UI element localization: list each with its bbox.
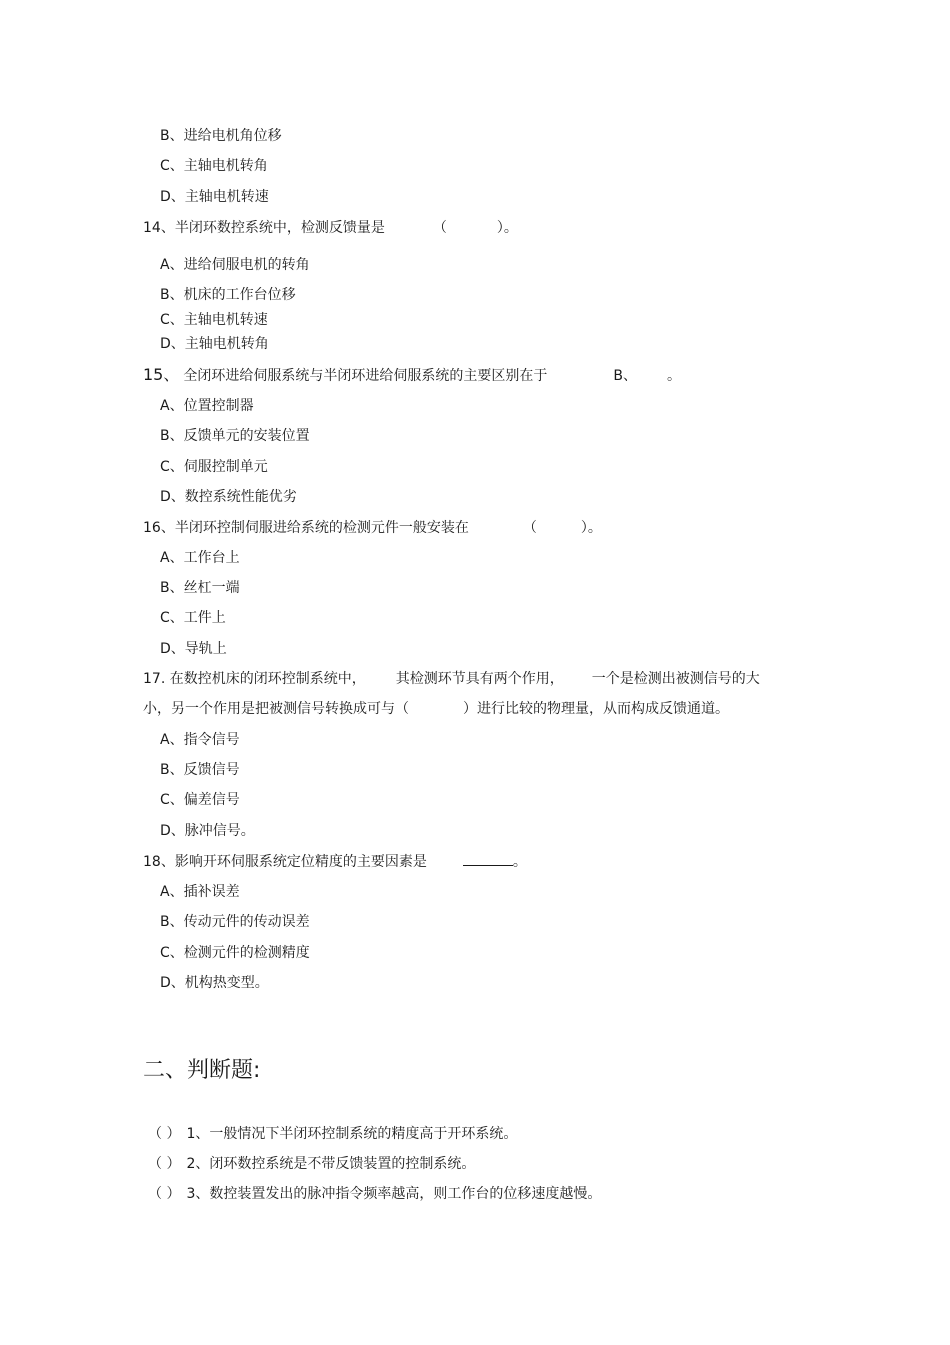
- q18-option-a: A、插补误差: [160, 884, 240, 900]
- q18-stem-line: [143, 853, 527, 871]
- tf-paren: （ ）: [148, 1156, 181, 1172]
- q14-option-d: D、主轴电机转角: [160, 336, 269, 352]
- q14-option-a: A、进给伺服电机的转角: [160, 257, 310, 273]
- q15-option-c: C、伺服控制单元: [160, 459, 268, 475]
- q15-option-b: B、反馈单元的安装位置: [160, 428, 310, 444]
- q16-stem: 16、半闭环控制伺服进给系统的检测元件一般安装在: [143, 520, 469, 536]
- q15-end: 。: [666, 368, 681, 384]
- q17-part3: 一个是检测出被测信号的大: [591, 671, 760, 687]
- section-heading: 二、判断题:: [143, 1058, 261, 1083]
- q16-option-d: D、导轨上: [160, 641, 227, 657]
- q15-option-a: A、位置控制器: [160, 398, 254, 414]
- q15-stem: 全闭环进给伺服系统与半闭环进给伺服系统的主要区别在于: [183, 368, 548, 384]
- q17-option-a: A、指令信号: [160, 732, 240, 748]
- q18-end: 。: [512, 854, 527, 870]
- q14-option-b: B、机床的工作台位移: [160, 287, 296, 303]
- tf-item-3: [148, 1185, 601, 1203]
- q17-stem-line2: [143, 700, 729, 718]
- q13-option-d: D、主轴电机转速: [160, 189, 269, 205]
- q13-option-c: C、主轴电机转角: [160, 158, 268, 174]
- q14-paren-close: ）。: [496, 220, 518, 236]
- q15-stem-line: [143, 366, 681, 385]
- q15-option-d: D、数控系统性能优劣: [160, 489, 297, 505]
- q17-option-d: D、脉冲信号。: [160, 823, 255, 839]
- tf-item-2: [148, 1155, 475, 1173]
- q16-option-a: A、工作台上: [160, 550, 240, 566]
- q17-stem-line1: [143, 670, 760, 688]
- q16-paren-close: ）。: [580, 520, 602, 536]
- q18-option-b: B、传动元件的传动误差: [160, 914, 310, 930]
- q18-option-d: D、机构热变型。: [160, 975, 269, 991]
- q18-blank: [463, 853, 513, 866]
- q17-option-c: C、偏差信号: [160, 792, 240, 808]
- q17-option-b: B、反馈信号: [160, 762, 240, 778]
- q17-part2: 其检测环节具有两个作用，: [395, 671, 564, 687]
- tf-paren: （ ）: [148, 1186, 181, 1202]
- q16-stem-line: [143, 519, 602, 537]
- q16-option-c: C、工件上: [160, 610, 226, 626]
- q14-paren-open: （: [432, 220, 447, 236]
- tf-text: 1、一般情况下半闭环控制系统的精度高于开环系统。: [186, 1126, 518, 1142]
- q16-paren-open: （: [522, 520, 537, 536]
- q18-stem: 18、影响开环伺服系统定位精度的主要因素是: [143, 854, 427, 870]
- q18-option-c: C、检测元件的检测精度: [160, 945, 310, 961]
- q15-number: 15、: [143, 365, 180, 384]
- q17-line2a: 小，另一个作用是把被测信号转换成可与（: [143, 701, 409, 717]
- q14-option-c: C、主轴电机转速: [160, 312, 268, 328]
- q14-stem: 14、半闭环数控系统中，检测反馈量是: [143, 220, 385, 236]
- tf-text: 3、数控装置发出的脉冲指令频率越高，则工作台的位移速度越慢。: [186, 1186, 602, 1202]
- q17-line2b: ）进行比较的物理量，从而构成反馈通道。: [463, 701, 729, 717]
- q14-stem-line: [143, 219, 518, 237]
- q13-option-b: B、进给电机角位移: [160, 128, 282, 144]
- tf-paren: （ ）: [148, 1126, 181, 1142]
- tf-text: 2、闭环数控系统是不带反馈装置的控制系统。: [186, 1156, 476, 1172]
- tf-item-1: [148, 1125, 517, 1143]
- q15-answer: B、: [613, 368, 637, 384]
- q16-option-b: B、丝杠一端: [160, 580, 240, 596]
- q17-part1: 17. 在数控机床的闭环控制系统中，: [143, 671, 366, 687]
